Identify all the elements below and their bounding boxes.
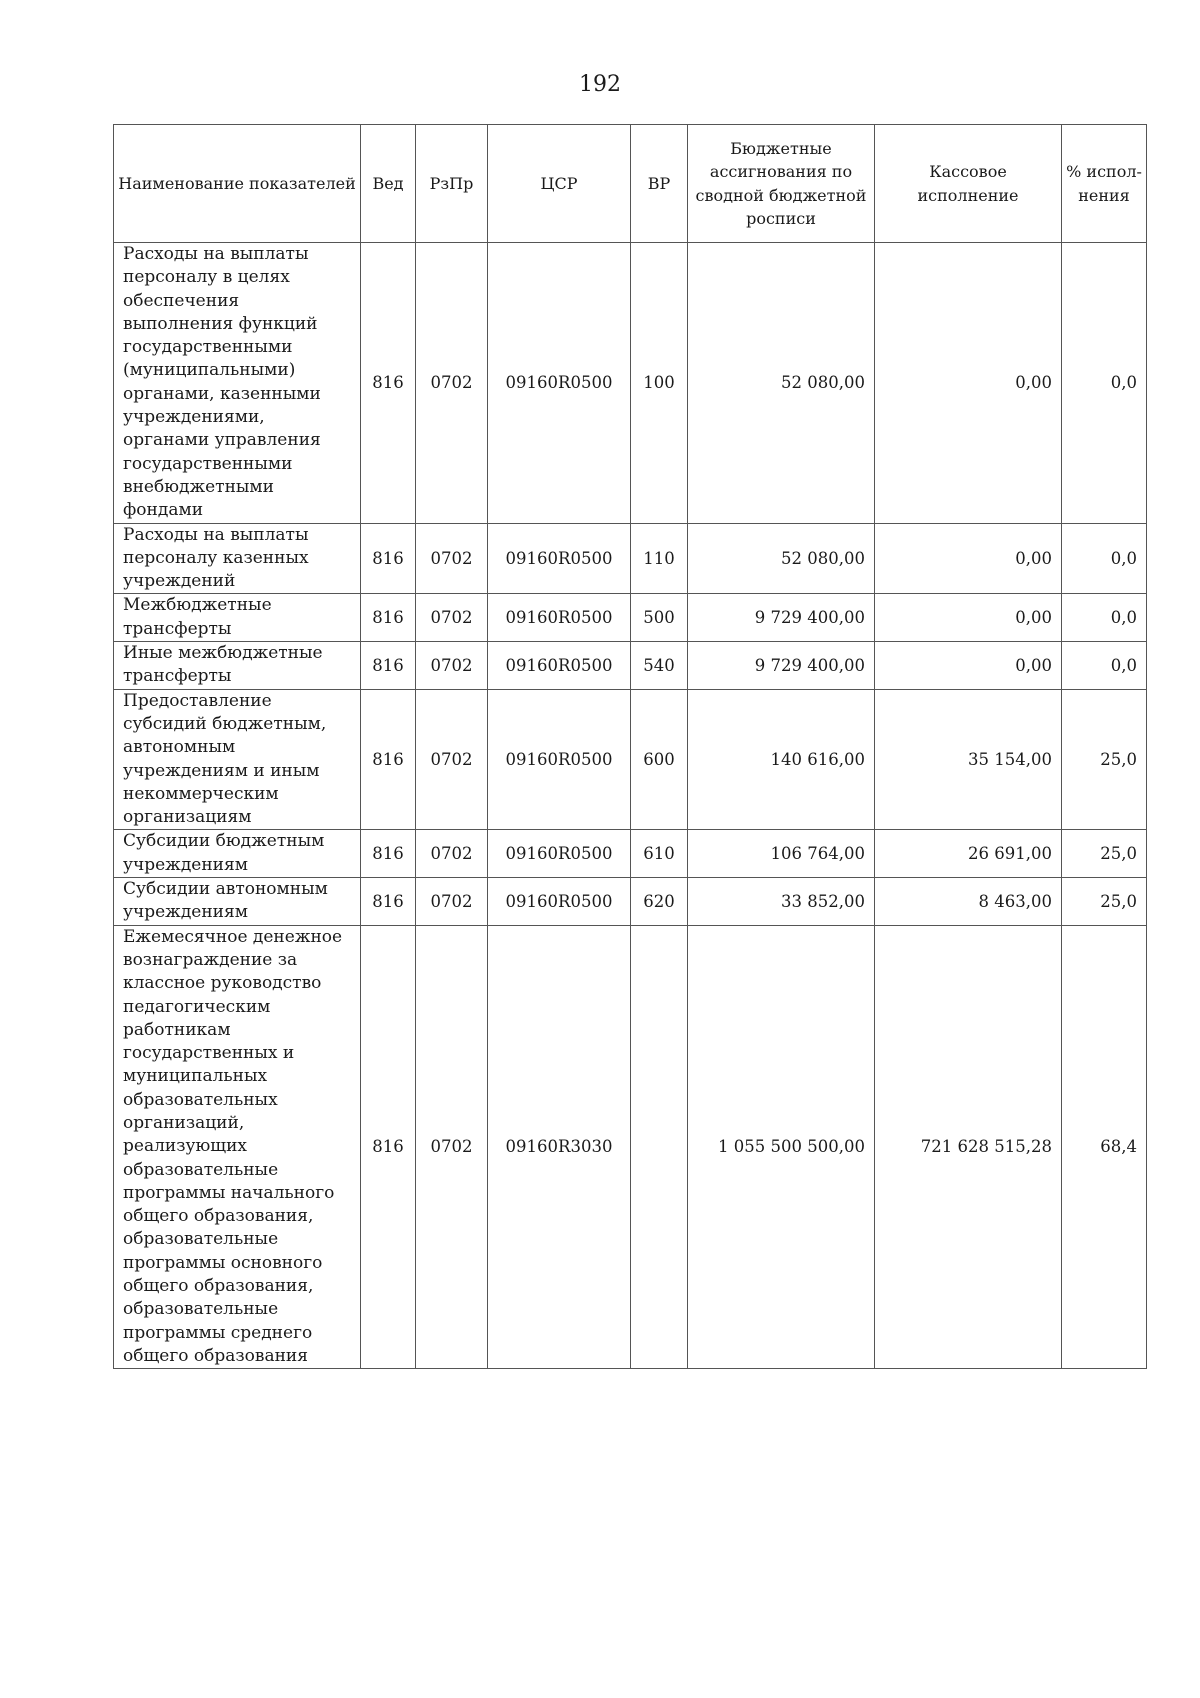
table-header-row	[114, 125, 1147, 243]
table-row	[114, 689, 1147, 830]
row-percent: 0,0	[1062, 523, 1147, 594]
header-rzpr: РзПр	[416, 125, 488, 243]
row-ved: 816	[361, 689, 416, 830]
table-row	[114, 642, 1147, 690]
row-rzpr: 0702	[416, 689, 488, 830]
row-csr: 09160R0500	[488, 523, 631, 594]
row-rzpr: 0702	[416, 830, 488, 878]
row-name: Межбюджетные трансферты	[114, 594, 361, 642]
row-budget: 9 729 400,00	[688, 642, 875, 690]
row-cash: 721 628 515,28	[875, 925, 1062, 1369]
header-vr: ВР	[631, 125, 688, 243]
table-row	[114, 243, 1147, 524]
row-budget: 33 852,00	[688, 878, 875, 926]
row-budget: 106 764,00	[688, 830, 875, 878]
row-csr: 09160R3030	[488, 925, 631, 1369]
row-name: Ежемесячное денежное вознаграждение за классное руководство педагогическим работникам государственных и муниципальных образовательных организаций, реализующих образовательные программы начального общего образования, образовательные программы основного общего образования, образовательные программы среднего общего образования	[114, 925, 361, 1369]
row-budget: 52 080,00	[688, 523, 875, 594]
row-cash: 0,00	[875, 594, 1062, 642]
header-cash: Кассовое исполнение	[875, 125, 1062, 243]
table-row	[114, 830, 1147, 878]
header-budget: Бюджетные ассигнования по сводной бюджетной росписи	[688, 125, 875, 243]
row-cash: 35 154,00	[875, 689, 1062, 830]
row-cash: 0,00	[875, 523, 1062, 594]
row-rzpr: 0702	[416, 243, 488, 524]
row-ved: 816	[361, 642, 416, 690]
row-cash: 26 691,00	[875, 830, 1062, 878]
row-percent: 0,0	[1062, 243, 1147, 524]
row-ved: 816	[361, 830, 416, 878]
row-csr: 09160R0500	[488, 642, 631, 690]
header-name: Наименование показателей	[114, 125, 361, 243]
row-name: Предоставление субсидий бюджетным, автономным учреждениям и иным некоммерческим организациям	[114, 689, 361, 830]
row-name: Иные межбюджетные трансферты	[114, 642, 361, 690]
row-ved: 816	[361, 523, 416, 594]
row-budget: 140 616,00	[688, 689, 875, 830]
row-name: Расходы на выплаты персоналу в целях обеспечения выполнения функций государственными (муниципальными) органами, казенными учреждениями, органами управления государственными внебюджетными фондами	[114, 243, 361, 524]
table-row	[114, 523, 1147, 594]
row-name: Расходы на выплаты персоналу казенных учреждений	[114, 523, 361, 594]
row-csr: 09160R0500	[488, 830, 631, 878]
row-ved: 816	[361, 594, 416, 642]
row-vr	[631, 925, 688, 1369]
header-percent: % испол-нения	[1062, 125, 1147, 243]
row-rzpr: 0702	[416, 523, 488, 594]
row-ved: 816	[361, 243, 416, 524]
row-vr: 500	[631, 594, 688, 642]
row-percent: 0,0	[1062, 642, 1147, 690]
row-vr: 610	[631, 830, 688, 878]
row-rzpr: 0702	[416, 878, 488, 926]
row-budget: 1 055 500 500,00	[688, 925, 875, 1369]
row-name: Субсидии автономным учреждениям	[114, 878, 361, 926]
row-ved: 816	[361, 925, 416, 1369]
row-rzpr: 0702	[416, 642, 488, 690]
row-rzpr: 0702	[416, 594, 488, 642]
row-vr: 620	[631, 878, 688, 926]
row-percent: 0,0	[1062, 594, 1147, 642]
table-row	[114, 878, 1147, 926]
row-csr: 09160R0500	[488, 243, 631, 524]
row-budget: 52 080,00	[688, 243, 875, 524]
row-rzpr: 0702	[416, 925, 488, 1369]
row-ved: 816	[361, 878, 416, 926]
row-cash: 0,00	[875, 243, 1062, 524]
row-cash: 8 463,00	[875, 878, 1062, 926]
row-csr: 09160R0500	[488, 878, 631, 926]
row-vr: 600	[631, 689, 688, 830]
row-vr: 110	[631, 523, 688, 594]
header-ved: Вед	[361, 125, 416, 243]
row-name: Субсидии бюджетным учреждениям	[114, 830, 361, 878]
header-csr: ЦСР	[488, 125, 631, 243]
row-csr: 09160R0500	[488, 594, 631, 642]
page-number: 192	[579, 72, 621, 97]
row-percent: 25,0	[1062, 830, 1147, 878]
row-percent: 25,0	[1062, 689, 1147, 830]
budget-execution-table	[113, 124, 1147, 1369]
row-budget: 9 729 400,00	[688, 594, 875, 642]
row-percent: 25,0	[1062, 878, 1147, 926]
row-percent: 68,4	[1062, 925, 1147, 1369]
table-row	[114, 925, 1147, 1369]
row-vr: 100	[631, 243, 688, 524]
row-csr: 09160R0500	[488, 689, 631, 830]
table-row	[114, 594, 1147, 642]
row-cash: 0,00	[875, 642, 1062, 690]
row-vr: 540	[631, 642, 688, 690]
